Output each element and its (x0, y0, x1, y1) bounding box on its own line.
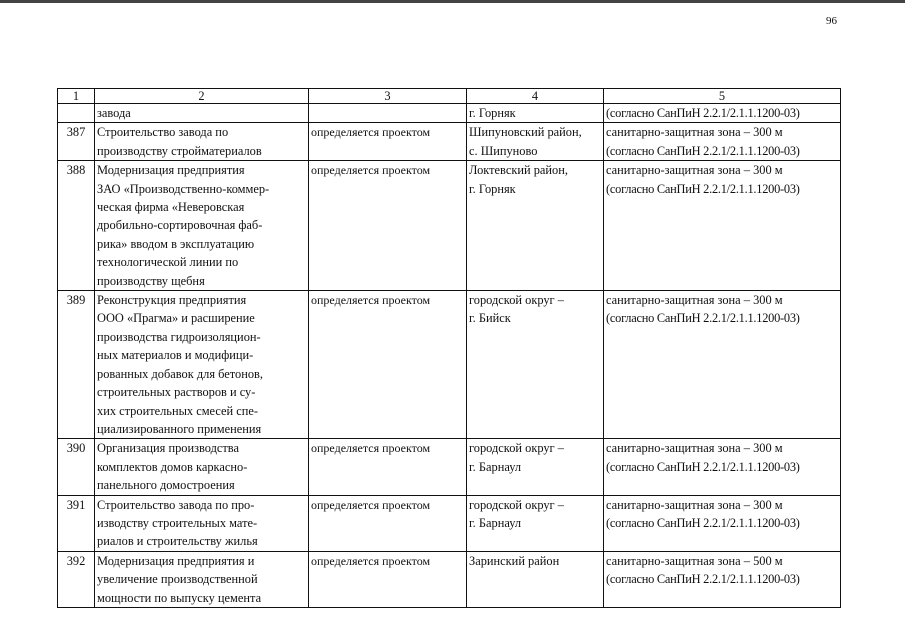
table-row (58, 291, 841, 439)
description-line: рика» вводом в эксплуатацию (97, 236, 255, 251)
description-line: производству стройматериалов (97, 143, 262, 158)
description-line: Строительство завода по про- (97, 497, 255, 512)
description-line: хих строительных смесей спе- (97, 403, 258, 418)
description-line: производства гидроизоляцион- (97, 329, 261, 344)
location-cell (467, 551, 604, 607)
header-cell: 4 (467, 89, 604, 104)
row-number-cell: 388 (58, 161, 95, 291)
method-cell: определяется проектом (309, 161, 467, 291)
description-line: увеличение производственной (97, 572, 258, 587)
zone-size: санитарно-защитная зона – 300 м (606, 163, 783, 178)
description-line: Строительство завода по (97, 125, 229, 140)
description-line: Реконструкция предприятия (97, 293, 247, 308)
description-line: Организация производства (97, 441, 239, 456)
table-row (58, 161, 841, 291)
description-line: Модернизация предприятия и (97, 553, 255, 568)
row-number-cell: 387 (58, 123, 95, 161)
zone-cell (604, 291, 841, 439)
method-cell: определяется проектом (309, 291, 467, 439)
location-cell (467, 439, 604, 495)
description-line: риалов и строительству жилья (97, 534, 258, 549)
zone-reference: (согласно СанПиН 2.2.1/2.1.1.1200-03) (606, 572, 800, 587)
page-number: 96 (826, 15, 837, 27)
continuation-row (58, 104, 841, 123)
object-description (95, 291, 309, 439)
header-cell: 3 (309, 89, 467, 104)
object-description (95, 123, 309, 161)
location-line: г. Барнаул (469, 459, 522, 474)
method-cell: определяется проектом (309, 551, 467, 607)
location-line: Заринский район (469, 553, 560, 568)
location-line: г. Барнаул (469, 515, 522, 530)
zone-reference: (согласно СанПиН 2.2.1/2.1.1.1200-03) (606, 143, 800, 158)
method-cell: определяется проектом (309, 439, 467, 495)
location-line: городской округ – (469, 441, 564, 456)
description-line: Модернизация предприятия (97, 163, 245, 178)
row-number-cell (58, 104, 95, 123)
location-line: городской округ – (469, 293, 564, 308)
table-row (58, 123, 841, 161)
zone-reference: (согласно СанПиН 2.2.1/2.1.1.1200-03) (606, 515, 800, 530)
object-description (95, 495, 309, 551)
location-line: с. Шипуново (469, 143, 538, 158)
location-line: Локтевский район, (469, 163, 568, 178)
sanitary-zone-table (57, 88, 841, 608)
header-cell: 1 (58, 89, 95, 104)
object-description: завода (95, 104, 309, 123)
description-line: ческая фирма «Неверовская (97, 200, 245, 215)
header-cell: 2 (95, 89, 309, 104)
description-line: панельного домостроения (97, 478, 235, 493)
location-line: городской округ – (469, 497, 564, 512)
description-line: рованных добавок для бетонов, (97, 366, 263, 381)
location-cell (467, 161, 604, 291)
table-row (58, 551, 841, 607)
location-cell (467, 291, 604, 439)
zone-reference: (согласно СанПиН 2.2.1/2.1.1.1200-03) (606, 459, 800, 474)
location-cell: г. Горняк (467, 104, 604, 123)
location-cell (467, 495, 604, 551)
method-cell (309, 104, 467, 123)
header-cell: 5 (604, 89, 841, 104)
description-line: ООО «Прагма» и расширение (97, 311, 255, 326)
location-line: г. Бийск (469, 311, 511, 326)
location-line: г. Горняк (469, 181, 516, 196)
description-line: комплектов домов каркасно- (97, 459, 248, 474)
zone-reference: (согласно СанПиН 2.2.1/2.1.1.1200-03) (606, 106, 800, 120)
zone-size: санитарно-защитная зона – 500 м (606, 553, 783, 568)
table-row (58, 439, 841, 495)
object-description (95, 551, 309, 607)
description-line: мощности по выпуску цемента (97, 590, 262, 605)
row-number-cell: 390 (58, 439, 95, 495)
description-line: дробильно-сортировочная фаб- (97, 218, 263, 233)
table-header-row (58, 89, 841, 104)
method-cell: определяется проектом (309, 123, 467, 161)
zone-reference: (согласно СанПиН 2.2.1/2.1.1.1200-03) (606, 181, 800, 196)
object-description (95, 439, 309, 495)
description-line: производству щебня (97, 273, 205, 288)
zone-cell (604, 495, 841, 551)
description-line: строительных растворов и су- (97, 385, 256, 400)
method-cell: определяется проектом (309, 495, 467, 551)
description-line: ЗАО «Производственно-коммер- (97, 181, 270, 196)
object-description (95, 161, 309, 291)
description-line: изводству строительных мате- (97, 515, 258, 530)
top-border-line (0, 0, 905, 3)
description-line: ных материалов и модифици- (97, 348, 254, 363)
zone-cell (604, 551, 841, 607)
zone-cell (604, 161, 841, 291)
table-row (58, 495, 841, 551)
description-line: технологической линии по (97, 255, 239, 270)
zone-size: санитарно-защитная зона – 300 м (606, 441, 783, 456)
zone-size: санитарно-защитная зона – 300 м (606, 497, 783, 512)
zone-reference: (согласно СанПиН 2.2.1/2.1.1.1200-03) (606, 311, 800, 326)
description-line: циализированного применения (97, 421, 262, 436)
location-cell (467, 123, 604, 161)
row-number-cell: 392 (58, 551, 95, 607)
location-line: Шипуновский район, (469, 125, 582, 140)
zone-cell (604, 104, 841, 123)
row-number-cell: 389 (58, 291, 95, 439)
zone-size: санитарно-защитная зона – 300 м (606, 293, 783, 308)
row-number-cell: 391 (58, 495, 95, 551)
zone-cell (604, 439, 841, 495)
zone-cell (604, 123, 841, 161)
zone-size: санитарно-защитная зона – 300 м (606, 125, 783, 140)
